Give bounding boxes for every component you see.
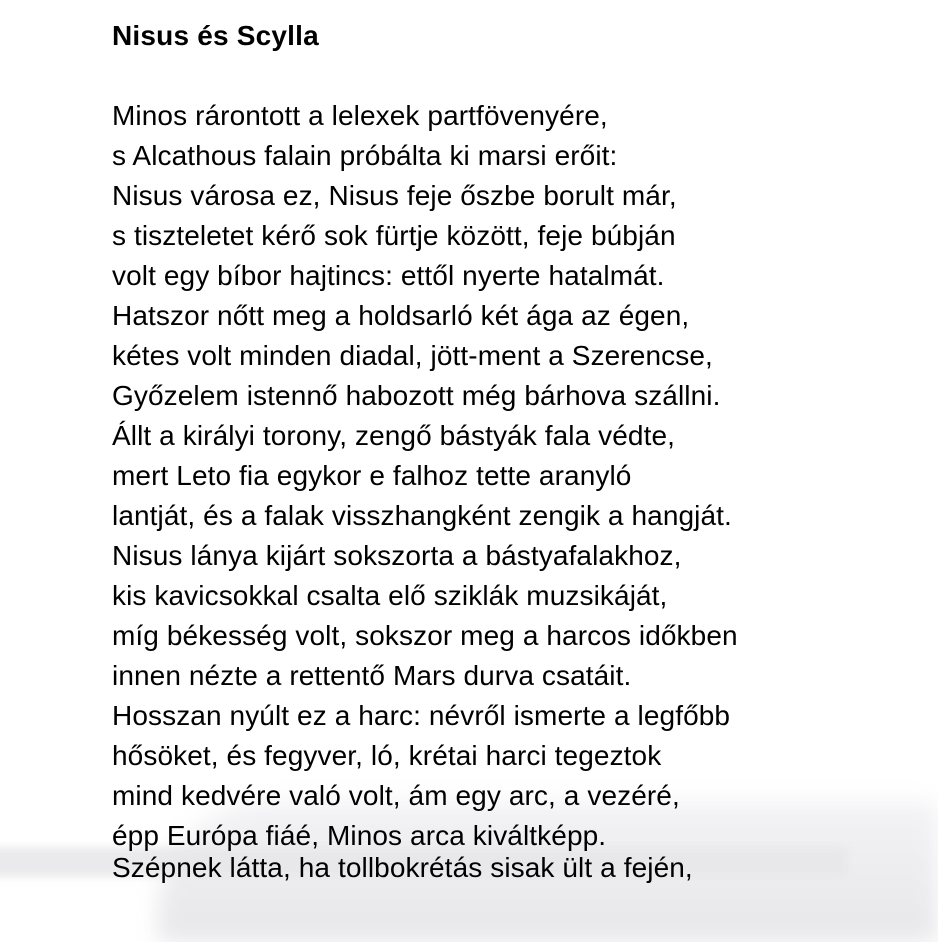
poem-line: Győzelem istennő habozott még bárhova szállni.	[112, 380, 721, 411]
poem-line: épp Európa fiáé, Minos arca kiváltképp.	[112, 820, 607, 851]
poem-line: s Alcathous falain próbálta ki marsi erőit:	[112, 140, 618, 171]
poem-line: Hosszan nyúlt ez a harc: névről ismerte a legfőbb	[112, 700, 731, 731]
poem	[112, 16, 738, 856]
poem-line: mert Leto fia egykor e falhoz tette aranyló	[112, 460, 632, 491]
poem-line: kétes volt minden diadal, jött-ment a Szerencse,	[112, 340, 713, 371]
poem-line: s tiszteletet kérő sok fürtje között, feje búbján	[112, 220, 676, 251]
poem-line: Nisus városa ez, Nisus feje őszbe borult már,	[112, 180, 677, 211]
poem-title: Nisus és Scylla	[112, 20, 319, 51]
poem-line: kis kavicsokkal csalta elő sziklák muzsikáját,	[112, 580, 668, 611]
poem-line: volt egy bíbor hajtincs: ettől nyerte hatalmát.	[112, 260, 665, 291]
poem-line: Minos rárontott a lelexek partfövenyére,	[112, 100, 608, 131]
poem-line: lantját, és a falak visszhangként zengik a hangját.	[112, 500, 732, 531]
poem-line-clipped: Szépnek látta, ha tollbokrétás sisak ült a fején,	[112, 852, 693, 883]
poem-line: Nisus lánya kijárt sokszorta a bástyafalakhoz,	[112, 540, 682, 571]
poem-line: innen nézte a rettentő Mars durva csatáit.	[112, 660, 632, 691]
poem-line: Állt a királyi torony, zengő bástyák fala védte,	[112, 420, 676, 451]
poem-line: hősöket, és fegyver, ló, krétai harci tegeztok	[112, 740, 662, 771]
poem-line: mind kedvére való volt, ám egy arc, a vezéré,	[112, 780, 680, 811]
poem-line: Hatszor nőtt meg a holdsarló két ága az égen,	[112, 300, 690, 331]
poem-line: míg békesség volt, sokszor meg a harcos időkben	[112, 620, 738, 651]
